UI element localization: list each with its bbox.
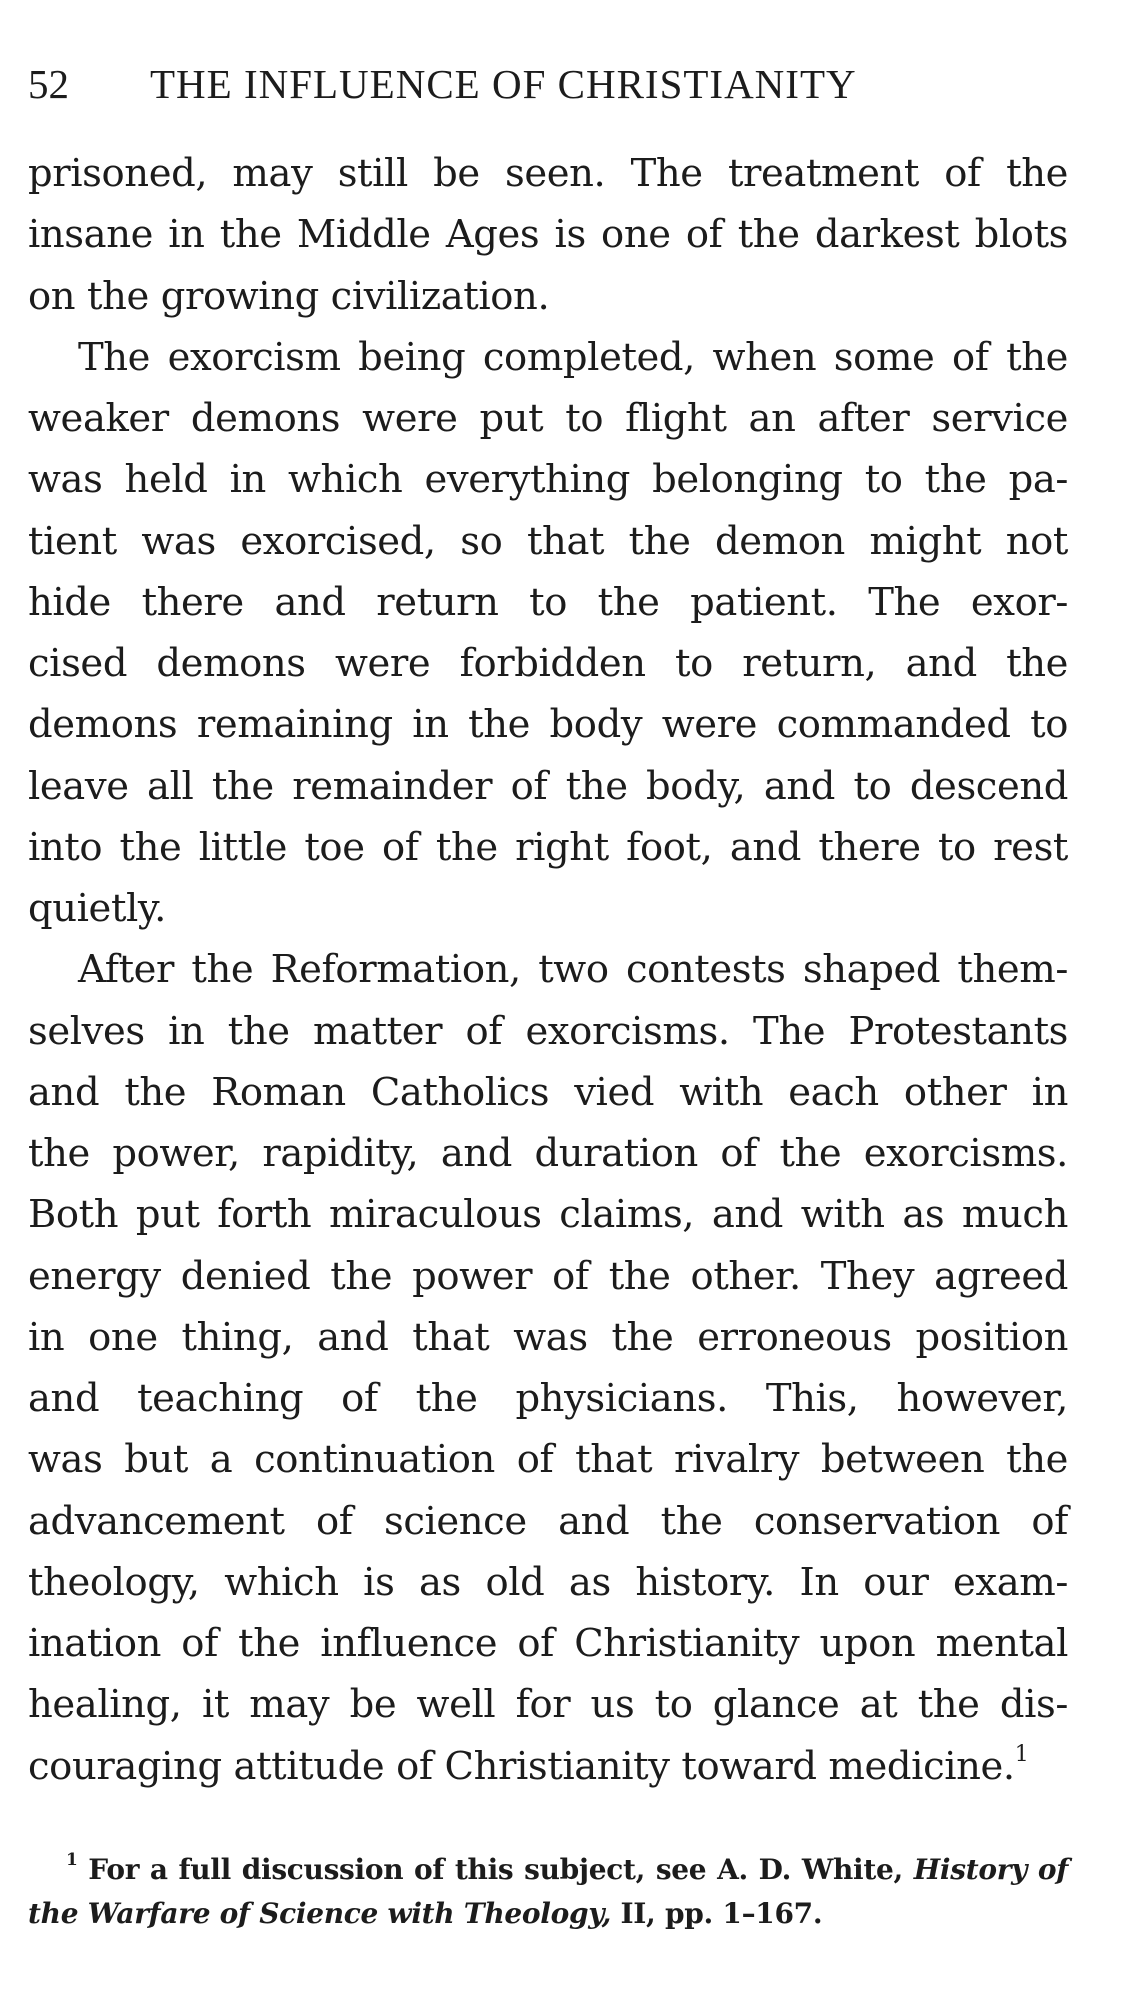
text-line: selves in the matter of exorcisms. The Protestants	[28, 1008, 1068, 1054]
text-line: tient was exorcised, so that the demon might not	[28, 518, 1068, 564]
text-line: insane in the Middle Ages is one of the darkest blots	[28, 212, 1068, 258]
footnote-line	[28, 1892, 1068, 1936]
text-line: prisoned, may still be seen. The treatment of the	[28, 151, 1068, 196]
text-line: and the Roman Catholics vied with each other in	[28, 1069, 1068, 1115]
text-line: ination of the influence of Christianity upon mental	[28, 1621, 1068, 1666]
text-line: was but a continuation of that rivalry between the	[28, 1437, 1068, 1483]
footnote	[28, 1848, 1068, 1936]
body-text	[28, 143, 1068, 1797]
paragraph-3	[28, 939, 1068, 1797]
footnote-text: II, pp. 1–167.	[611, 1897, 823, 1930]
paragraph-1	[28, 143, 1068, 327]
text-line: After the Reformation, two contests shaped them-	[78, 947, 1068, 993]
text-line: weaker demons were put to flight an after service	[28, 396, 1068, 441]
footnote-line	[28, 1848, 1068, 1892]
book-page	[28, 0, 1068, 2001]
text-line: Both put forth miraculous claims, and with as much	[28, 1192, 1068, 1238]
running-head	[28, 54, 1068, 114]
text-line: healing, it may be well for us to glance at the dis-	[28, 1682, 1068, 1728]
text-line: advancement of science and the conservation of	[28, 1498, 1068, 1544]
text-line: demons remaining in the body were commanded to	[28, 702, 1068, 748]
page-number: 52	[28, 61, 69, 107]
text-line: leave all the remainder of the body, and to descend	[28, 763, 1068, 809]
text-line: couraging attitude of Christianity toward medicine.	[28, 1743, 1015, 1789]
text-line: energy denied the power of the other. They agreed	[28, 1253, 1068, 1299]
footnote-number: 1	[66, 1850, 78, 1870]
text-line: theology, which is as old as history. In our exam-	[28, 1559, 1068, 1605]
text-line: on the growing civilization.	[28, 273, 550, 319]
text-line: into the little toe of the right foot, and there to rest	[28, 824, 1068, 870]
text-line: in one thing, and that was the erroneous position	[28, 1314, 1068, 1360]
running-title: THE INFLUENCE OF CHRISTIANITY	[150, 61, 857, 107]
text-line: hide there and return to the patient. The exor-	[28, 579, 1068, 625]
footnote-text: For a full discussion of this subject, see A. D. White,	[88, 1853, 914, 1886]
text-line: cised demons were forbidden to return, and the	[28, 641, 1068, 686]
text-line-with-footnote	[28, 1736, 1068, 1797]
footnote-marker[interactable]: 1	[1014, 1741, 1029, 1767]
footnote-title: History of	[913, 1853, 1068, 1886]
text-line: and teaching of the physicians. This, however,	[28, 1376, 1068, 1421]
footnote-title: the Warfare of Science with Theology,	[28, 1897, 612, 1930]
text-line: was held in which everything belonging to the pa-	[28, 457, 1068, 503]
text-line: the power, rapidity, and duration of the exorcisms.	[28, 1131, 1068, 1176]
text-line: quietly.	[28, 886, 166, 931]
text-line: The exorcism being completed, when some of the	[78, 334, 1068, 380]
paragraph-2	[28, 327, 1068, 940]
